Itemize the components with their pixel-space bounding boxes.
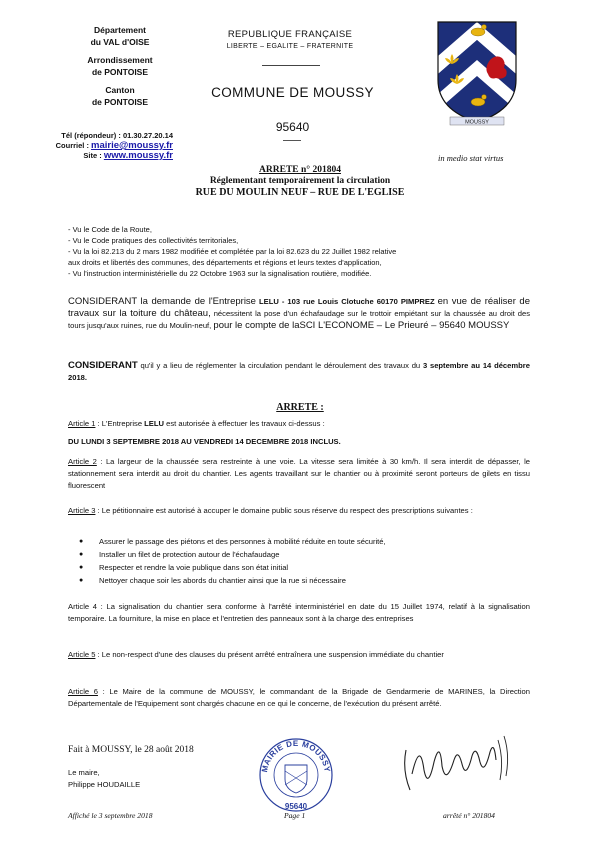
article-1-pre: : L'Entreprise [95,419,145,428]
prescription-item: ● Nettoyer chaque soir les abords du chantier ainsi que la rue si nécessaire [74,574,514,587]
prescription-item: ● Assurer le passage des piétons et des personnes à mobilité réduite en toute sécurité, [74,535,514,548]
arrondissement-line-1: Arrondissement [87,55,153,65]
considerant-purpose: en vue de réaliser de travaux sur la toiture du château, [68,296,530,319]
company-address: LELU - 103 rue Louis Clotuche 60170 PIMPREZ [259,297,435,306]
crest-banner-text: MOUSSY [465,119,489,126]
canton-line-2: de PONTOISE [91,97,149,107]
article-5-text: : Le non-respect d'une des clauses du présent arrêté entraînera une suspension immédiate du chantier [95,650,444,659]
considerant-request [68,296,530,332]
article-2-label: Article 2 [68,457,97,466]
works-dates: 3 septembre au 14 décembre 2018. [68,361,530,382]
legal-reference-item: - Vu le Code pratiques des collectivités territoriales, [68,236,239,245]
article-4 [68,601,530,625]
article-3 [68,505,530,517]
considerant-lead: CONSIDERANT la demande de l'Entreprise [68,296,256,307]
mayor-title: Le maire, [68,768,100,777]
legal-reference-item: - Vu le Code de la Route, [68,225,152,234]
article-2-text: : La largeur de la chaussée sera restreinte à une voie. La vitesse sera limitée à 30 km/h. Il sera interdit de dépasser, le stationnement sera interdit au droit du chantier. Les agents travaillant sur le chantier ou à proximité seront porteurs de gilets en tissu fluorescent [68,457,530,490]
arrondissement-line-2: de PONTOISE [91,67,149,77]
postcode-rule [283,140,301,141]
mayor-block [68,767,140,791]
article-1 [68,418,530,430]
commune-postcode: 95640 [275,120,310,134]
stamp-arc-text: MAIRIE DE MOUSSY [260,738,332,774]
republic-motto: LIBERTE – EGALITE – FRATERNITE [226,43,354,50]
decree-number: ARRETE n° 201804 [259,165,341,175]
website-link[interactable]: www.moussy.fr [103,150,173,161]
phone-line: Tél (répondeur) : 01.30.27.20.14 [61,131,173,140]
article-5-label: Article 5 [68,650,96,659]
republic-header [210,29,370,53]
decree-streets: RUE DU MOULIN NEUF – RUE DE L'EGLISE [195,187,405,198]
prescription-item: ● Installer un filet de protection autour de l'échafaudage [74,548,514,561]
article-1-post: est autorisée à effectuer les travaux ci-dessus : [164,419,325,428]
latin-motto: in medio stat virtus [438,153,504,163]
commune-name: COMMUNE DE MOUSSY [211,85,374,100]
considerant2-lead: CONSIDERANT [68,360,138,371]
email-label: Courriel : [55,141,92,150]
considerant-scaffold: nécessitent la pose d'un échafaudage sur le trottoir empiétant sur la chaussée au droit des tours jusqu'aux ruines, rue du Moulin-neuf, [68,309,530,330]
legal-reference-item: - Vu la loi 82.213 du 2 mars 1982 modifiée et complétée par la loi 82.623 du 22 Juillet 1982 relative [68,247,397,256]
posted-date: Affiché le 3 septembre 2018 [68,811,153,820]
email-link[interactable]: mairie@moussy.fr [91,140,173,151]
arrete-heading: ARRETE : [276,402,324,413]
article-4-label: Article 4 [68,602,97,611]
republic-title: REPUBLIQUE FRANÇAISE [227,29,353,40]
article-1-dates: DU LUNDI 3 SEPTEMBRE 2018 AU VENDREDI 14 DECEMBRE 2018 INCLUS. [68,437,341,446]
mairie-stamp [257,731,335,819]
considerant-regulation [68,360,530,384]
contact-block [43,131,173,161]
mayor-name: Philippe HOUDAILLE [68,780,141,789]
signed-place-date: Fait à MOUSSY, le 28 août 2018 [68,745,194,755]
header-rule [262,65,320,66]
article-6-text: : Le Maire de la commune de MOUSSY, le commandant de la Brigade de Gendarmerie de MARINES, la Direction Départementale de l'Equipement sont chargés chacune en ce qui le concerne, de l'exécution du présent arrêté. [68,687,530,708]
canton-line-1: Canton [105,85,135,95]
department-line-1: Département [94,25,146,35]
article-3-prescriptions [74,535,514,587]
decree-reference: arrêté n° 201804 [443,811,495,820]
decree-title [130,165,470,198]
article-6 [68,686,530,710]
legal-reference-item: - Vu l'instruction interministérielle du 22 Octobre 1963 sur la signalisation routière, modifiée. [68,269,372,278]
article-1-company: LELU [144,419,164,428]
article-4-text: : La signalisation du chantier sera conforme à l'arrêté interministériel en date du 15 Juillet 1974, relatif à la signalisation temporaire. La fourniture, la mise en place et l'entretien des panneaux sont à la charge des entreprises [68,602,530,623]
prescription-item: ● Respecter et rendre la voie publique dans son état initial [74,561,514,574]
site-label: Site : [83,151,104,160]
legal-reference-item: aux droits et libertés des communes, des départements et régions et leurs textes d'application, [68,258,382,267]
page-number: Page 1 [284,811,306,820]
article-2 [68,456,530,492]
mayor-signature [400,730,515,796]
administrative-block [60,24,180,114]
article-5 [68,649,530,661]
article-6-label: Article 6 [68,687,98,696]
article-3-label: Article 3 [68,506,96,515]
legal-references [68,224,528,279]
stamp-postcode: 95640 [284,802,308,811]
coat-of-arms-logo [432,18,522,130]
department-line-2: du VAL d'OISE [90,37,150,47]
decree-subject: Réglementant temporairement la circulation [209,176,391,186]
svg-text:MAIRIE DE MOUSSY [260,739,332,773]
considerant-on-behalf: pour le compte de laSCI L'ECONOME – Le Prieuré – 95640 MOUSSY [213,320,510,331]
considerant2-text: qu'il y a lieu de réglementer la circulation pendant le déroulement des travaux du [140,361,421,370]
article-1-label: Article 1 [68,419,96,428]
article-3-text: : Le pétitionnaire est autorisé à accuper le domaine public sous réserve du respect des prescriptions suivantes : [95,506,473,515]
